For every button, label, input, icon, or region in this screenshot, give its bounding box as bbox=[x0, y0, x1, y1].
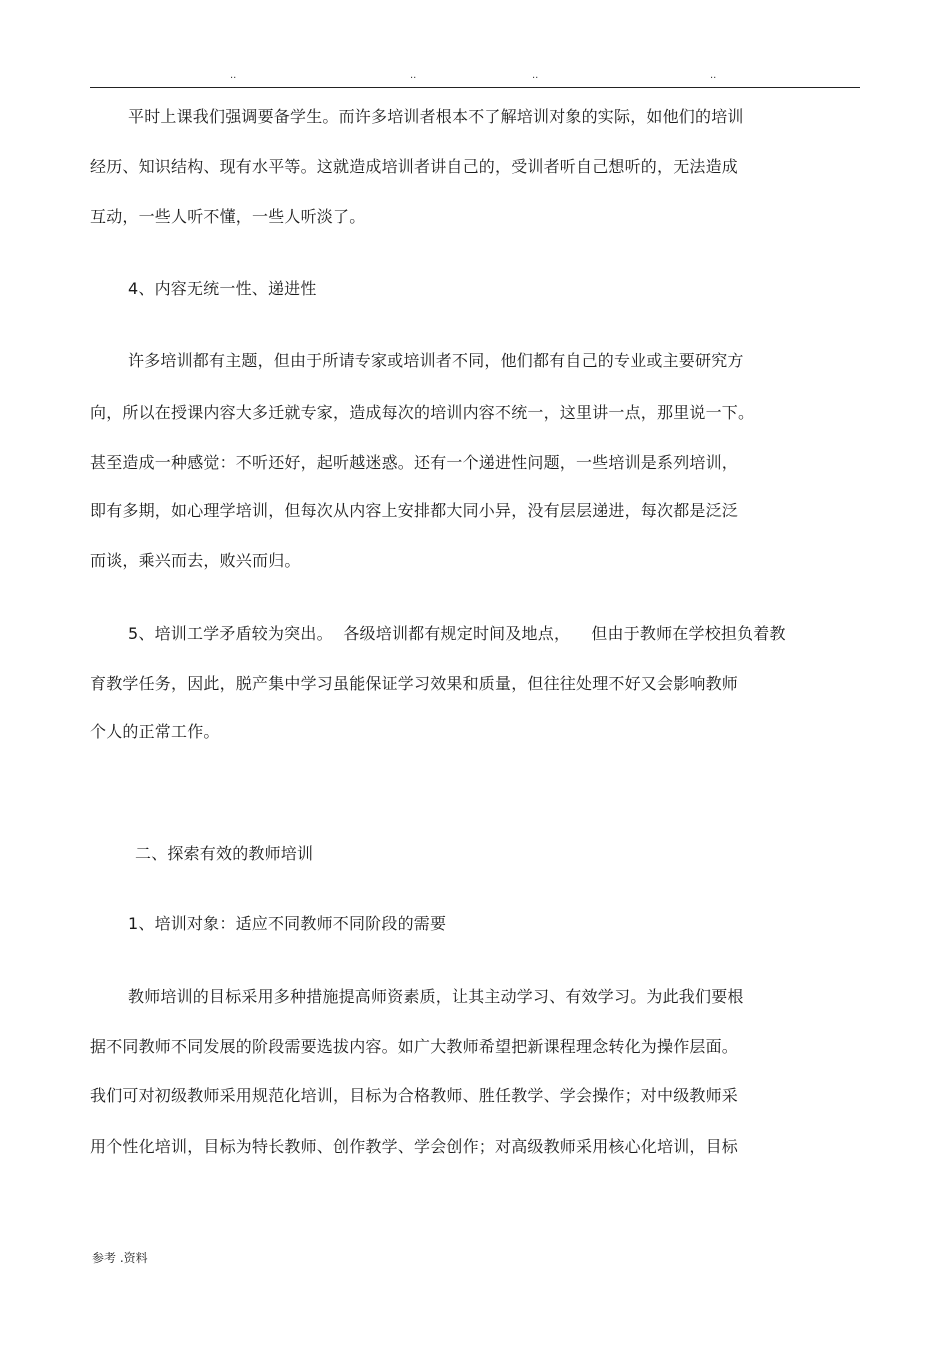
paragraph-line: 育教学任务，因此，脱产集中学习虽能保证学习效果和质量，但往往处理不好又会影响教师 bbox=[90, 674, 739, 693]
chapter-heading: 二、探索有效的教师培训 bbox=[135, 844, 314, 863]
paragraph-line: 平时上课我们强调要备学生。而许多培训者根本不了解培训对象的实际，如他们的培训 bbox=[128, 107, 744, 126]
paragraph-line: 甚至造成一种感觉：不听还好，起听越迷惑。还有一个递进性问题，一些培训是系列培训， bbox=[90, 453, 739, 472]
section-heading: 5、培训工学矛盾较为突出。 各级培训都有规定时间及地点， 但由于教师在学校担负着教 bbox=[128, 624, 786, 643]
paragraph-line: 教师培训的目标采用多种措施提高师资素质，让其主动学习、有效学习。为此我们要根 bbox=[128, 987, 744, 1006]
header-rule bbox=[90, 87, 860, 88]
header-dot-mark: .. bbox=[230, 70, 237, 81]
header-dot-mark: .. bbox=[710, 70, 717, 81]
paragraph-line: 即有多期，如心理学培训，但每次从内容上安排都大同小异，没有层层递进，每次都是泛泛 bbox=[90, 501, 739, 520]
page-header bbox=[0, 70, 950, 84]
paragraph-line: 经历、知识结构、现有水平等。这就造成培训者讲自己的，受训者听自己想听的，无法造成 bbox=[90, 157, 739, 176]
paragraph-line: 据不同教师不同发展的阶段需要选拔内容。如广大教师希望把新课程理念转化为操作层面。 bbox=[90, 1037, 739, 1056]
header-dot-mark: .. bbox=[532, 70, 539, 81]
section-heading: 4、内容无统一性、递进性 bbox=[128, 279, 317, 298]
header-dot-mark: .. bbox=[410, 70, 417, 81]
paragraph-line: 而谈，乘兴而去，败兴而归。 bbox=[90, 551, 301, 570]
paragraph-line: 互动，一些人听不懂，一些人听淡了。 bbox=[90, 207, 366, 226]
page-footer: 参考 .资料 bbox=[92, 1251, 148, 1265]
section-heading: 1、培训对象：适应不同教师不同阶段的需要 bbox=[128, 914, 447, 933]
paragraph-line: 个人的正常工作。 bbox=[90, 722, 220, 741]
paragraph-line: 许多培训都有主题，但由于所请专家或培训者不同，他们都有自己的专业或主要研究方 bbox=[128, 351, 744, 370]
paragraph-line: 用个性化培训，目标为特长教师、创作教学、学会创作；对高级教师采用核心化培训，目标 bbox=[90, 1137, 739, 1156]
paragraph-line: 向，所以在授课内容大多迁就专家，造成每次的培训内容不统一，这里讲一点，那里说一下。 bbox=[90, 403, 755, 422]
paragraph-line: 我们可对初级教师采用规范化培训，目标为合格教师、胜任教学、学会操作；对中级教师采 bbox=[90, 1086, 739, 1105]
